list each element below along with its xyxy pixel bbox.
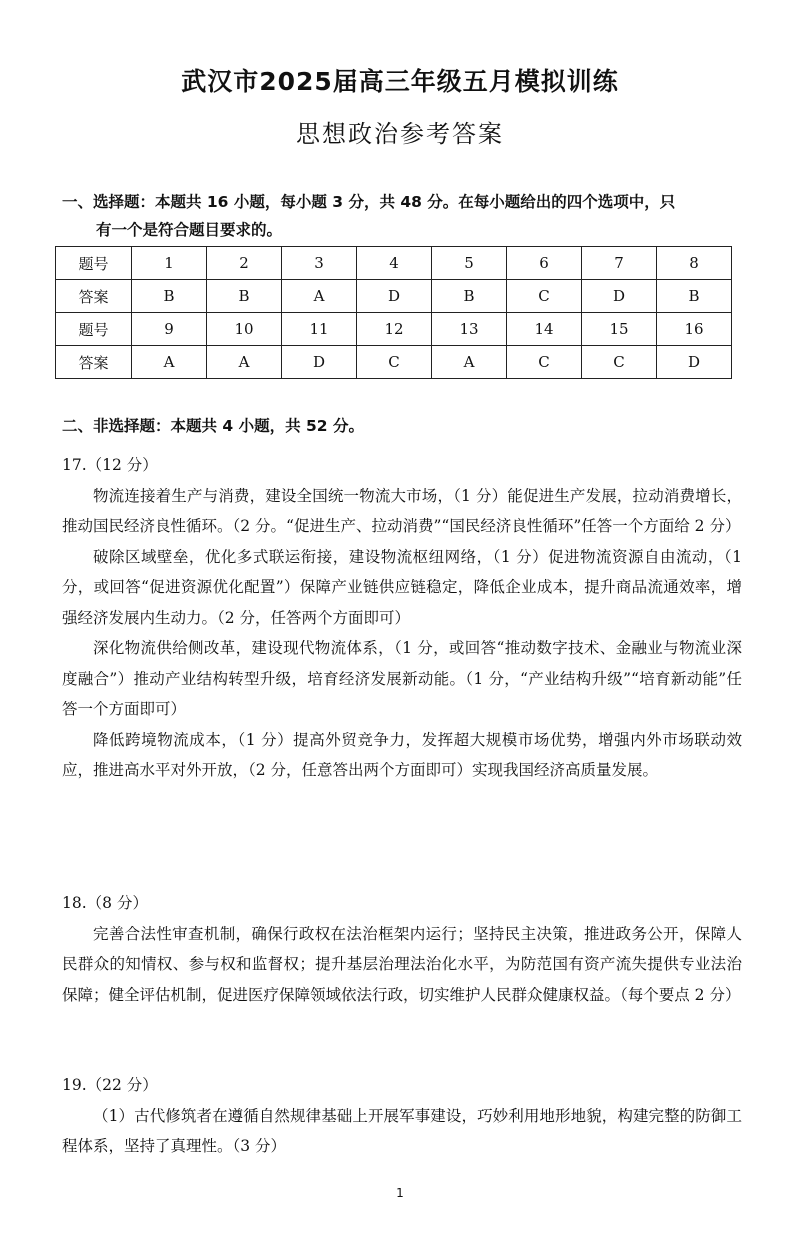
table-row-question-numbers-1 (56, 247, 732, 280)
answer-value: A (282, 280, 357, 313)
answer-value: C (507, 280, 582, 313)
answer-value: D (282, 346, 357, 379)
question-number: 7 (582, 247, 657, 280)
question-number: 15 (582, 313, 657, 346)
question-number: 10 (207, 313, 282, 346)
question-19-paragraph-1: （1）古代修筑者在遵循自然规律基础上开展军事建设，巧妙利用地形地貌，构建完整的防御工程体系，坚持了真理性。（3 分） (62, 1106, 742, 1155)
answer-table (55, 246, 732, 379)
answer-value: A (207, 346, 282, 379)
question-number: 1 (132, 247, 207, 280)
question-number: 9 (132, 313, 207, 346)
question-number: 8 (657, 247, 732, 280)
section-1-heading (62, 188, 752, 244)
question-19-heading: 19.（22 分） (62, 1076, 158, 1094)
section-2-heading: 二、非选择题：本题共 4 小题，共 52 分。 (62, 417, 364, 435)
question-number: 16 (657, 313, 732, 346)
section-1-line-2: 有一个是符合题目要求的。 (96, 221, 283, 239)
page-number: 1 (396, 1186, 404, 1200)
question-number: 6 (507, 247, 582, 280)
question-17-paragraph-3: 深化物流供给侧改革，建设现代物流体系，（1 分，或回答“推动数字技术、金融业与物流业深度融合”）推动产业结构转型升级，培育经济发展新动能。（1 分，“产业结构升级”“培育新动能”任答一个方面即可） (62, 639, 742, 718)
question-18-answer (62, 888, 742, 1010)
question-number: 5 (432, 247, 507, 280)
question-18-paragraph-1: 完善合法性审查机制，确保行政权在法治框架内运行；坚持民主决策，推进政务公开，保障人民群众的知情权、参与权和监督权；提升基层治理法治化水平，为防范国有资产流失提供专业法治保障；健全评估机制，促进医疗保障领域依法行政，切实维护人民群众健康权益。（每个要点 2 分） (62, 924, 742, 1004)
answer-label: 答案 (56, 346, 132, 379)
question-number: 13 (432, 313, 507, 346)
answer-value: B (132, 280, 207, 313)
section-1-line-1: 一、选择题：本题共 16 小题，每小题 3 分，共 48 分。在每小题给出的四个选项中，只 (62, 193, 676, 211)
answer-value: B (432, 280, 507, 313)
question-19-answer (62, 1070, 742, 1162)
question-label: 题号 (56, 313, 132, 346)
question-17-paragraph-4: 降低跨境物流成本，（1 分）提高外贸竞争力，发挥超大规模市场优势，增强内外市场联动效应，推进高水平对外开放，（2 分，任意答出两个方面即可）实现我国经济高质量发展。 (62, 730, 742, 779)
question-number: 3 (282, 247, 357, 280)
answer-value: D (582, 280, 657, 313)
table-row-question-numbers-2 (56, 313, 732, 346)
question-number: 2 (207, 247, 282, 280)
answer-value: A (432, 346, 507, 379)
answer-value: C (582, 346, 657, 379)
table-row-answers-1 (56, 280, 732, 313)
answer-value: D (357, 280, 432, 313)
question-number: 14 (507, 313, 582, 346)
answer-value: D (657, 346, 732, 379)
table-row-answers-2 (56, 346, 732, 379)
question-label: 题号 (56, 247, 132, 280)
question-18-heading: 18.（8 分） (62, 894, 148, 912)
question-17-paragraph-1: 物流连接着生产与消费，建设全国统一物流大市场，（1 分）能促进生产发展，拉动消费增长，推动国民经济良性循环。（2 分。“促进生产、拉动消费”“国民经济良性循环”任答一个方面给 2 分） (62, 486, 742, 535)
page-title: 武汉市2025届高三年级五月模拟训练 (181, 67, 619, 96)
answer-label: 答案 (56, 280, 132, 313)
answer-value: A (132, 346, 207, 379)
answer-value: B (207, 280, 282, 313)
question-17-paragraph-2: 破除区域壁垒，优化多式联运衔接，建设物流枢纽网络，（1 分）促进物流资源自由流动，（1 分，或回答“促进资源优化配置”）保障产业链供应链稳定，降低企业成本，提升商品流通效率，增强经济发展内生动力。（2 分，任答两个方面即可） (62, 547, 742, 627)
question-17-heading: 17.（12 分） (62, 456, 158, 474)
answer-value: C (507, 346, 582, 379)
answer-value: C (357, 346, 432, 379)
question-number: 11 (282, 313, 357, 346)
page-subtitle: 思想政治参考答案 (296, 120, 504, 148)
answer-value: B (657, 280, 732, 313)
question-number: 12 (357, 313, 432, 346)
question-number: 4 (357, 247, 432, 280)
question-17-answer (62, 450, 742, 786)
